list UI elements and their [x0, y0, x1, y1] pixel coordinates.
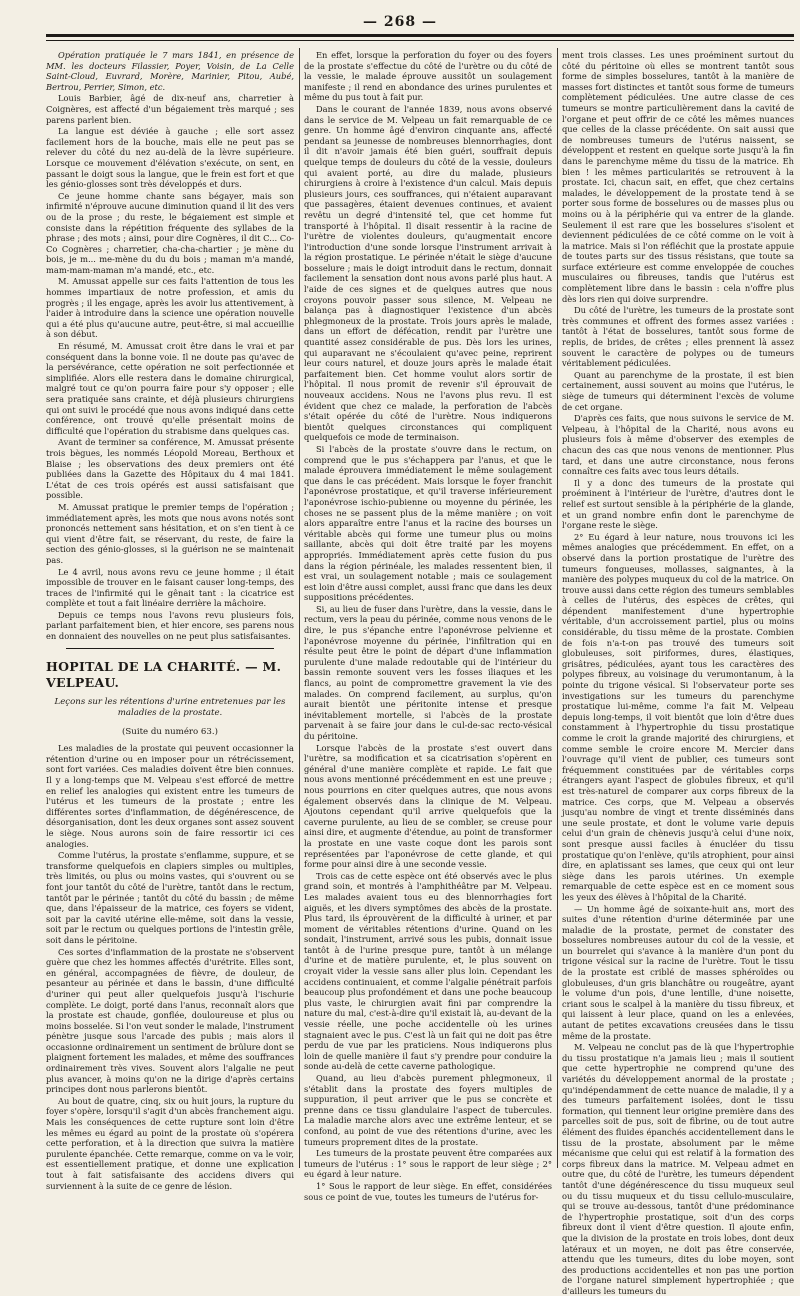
paragraph: Si l'abcès de la prostate s'ouvre dans le rectum, on comprend que le pus s'échappera par l'anus, et que le malade éprouvera immédiatement le même soulagement que dans le cas précédent. Mais lorsque le foyer franchit l'aponévrose prostatique, et qu'il traverse inférieurement l'aponévrose ischio-pubienne ou moyenne du périnée, les choses ne se passent plus de la même manière ; on voit alors apparaître entre l'anus et la racine des bourses un véritable abcès qui forme une tumeur plus ou moins saillante, abcès qui doit être traité par les moyens appropriés. Immédiatement après cette fusion du pus dans la région périnéale, les malades ressentent bien, il est vrai, un soulagement notable ; mais ce soulagement est loin d'être aussi complet, aussi franc que dans les deux suppositions précédentes.	[304, 443, 552, 603]
paragraph: Quand, au lieu d'abcès purement phlegmoneux, il s'établit dans la prostate des foyers multiples de suppuration, il peut arriver que le pus se concrète et prenne dans ce tissu glandulaire l'aspect de tubercules. La maladie marche alors avec une extrême lenteur, et se confond, au point de vue des rétentions d'urine, avec les tumeurs proprement dites de la prostate.	[304, 1073, 552, 1147]
paragraph: Du côté de l'urètre, les tumeurs de la prostate sont très communes et offrent des formes assez variées : tantôt à l'état de bosselures, tantôt sous forme de replis, de brides, de crêtes ; elles prennent là assez souvent le caractère de polypes ou de tumeurs véritablement pédiculées.	[562, 305, 794, 369]
continuation-note: (Suite du numéro 63.)	[122, 726, 218, 737]
paragraph: M. Amussat pratique le premier temps de l'opération ; immédiatement après, les mots que nous avons notés sont prononcés nettement sans hésitation, et on s'en tient à ce qui vient d'être fait, se réservant, du reste, de faire la section des génio-glosses, si la guérison ne se maintenait pas.	[46, 501, 294, 565]
header-rule	[46, 34, 794, 37]
paragraph: Le 4 avril, nous avons revu ce jeune homme ; il était impossible de trouver en le faisant causer long-temps, des traces de l'infirmité qui le gênait tant : la cicatrice est complète et tout a fait linéaire derrière la mâchoire.	[46, 566, 294, 609]
paragraph: 2° Eu égard à leur nature, nous trouvons ici les mêmes analogies que précédemment. En effet, on a observé dans la portion prostatique de l'urètre des tumeurs fongueuses, mollasses, saignantes, à la manière des polypes muqueux du col de la matrice. On trouve aussi dans cette région des tumeurs semblables à celles de l'utérus, des espèces de crêtes, qui dépendent manifestement d'une hypertrophie véritable, d'un accroissement partiel, plus ou moins considérable, du tissu même de la prostate. Combien de fois n'a-t-on pas trouvé des tumeurs soit globuleuses, soit piriformes, dures, élastiques, grisâtres, pédiculées, ayant tous les caractères des polypes fibreux, au voisinage du verumontanum, à la pointe du trigone vésical. Si l'observateur porte ses investigations sur les tumeurs du parenchyme prostatique lui-même, comme l'a fait M. Velpeau depuis long-temps, il voit bientôt que loin d'être dues constamment à l'hypertrophie du tissu prostatique comme le croit la grande majorité des chirurgiens, et comme semble le croire encore M. Mercier dans l'ouvrage qu'il vient de publier, ces tumeurs sont fréquemment constituées par de véritables corps étrangers ayant l'aspect de globules fibreux, et qu'il est très-naturel de comparer aux corps fibreux de la matrice. Ces corps, que M. Velpeau a observés jusqu'au nombre de vingt et trente disséminés dans une seule prostate, et dont le volume varie depuis celui d'un grain de chènevis jusqu'à celui d'une noix, sont presque aussi faciles à énucléer du tissu prostatique qu'on l'enlève, qu'ils atrophient, pour ainsi dire, en aplatissant ses lames, que ceux qui ont leur siège dans les parois utérines. Un exemple remarquable de cette espèce est en ce moment sous les yeux des élèves à l'hôpital de la Charité.	[562, 531, 794, 902]
paragraph: La langue est déviée à gauche ; elle sort assez facilement hors de la bouche, mais elle ne peut pas se relever du côté du nez au-delà de la lèvre supérieure. Lorsque ce mouvement d'élévation s'exécute, on sent, en passant le doigt sous la langue, que le frein est fort et que les génio-glosses sont très développés et durs.	[46, 126, 294, 190]
header-rule-thin	[46, 40, 794, 41]
column-separator	[299, 48, 300, 1168]
paragraph: ment trois classes. Les unes proéminent surtout du côté du péritoine où elles se montrent tantôt sous forme de simples bosselures, tantôt à la manière de masses fort distinctes et tantôt sous forme de tumeurs complètement pédiculées. Une autre classe de ces tumeurs se montre particulièrement dans la cavité de l'organe et peut offrir de ce côté les mêmes nuances que celles de la classe précédente. On sait aussi que de nombreuses tumeurs de l'utérus naissent, se développent et restent en quelque sorte jusqu'à la fin dans le parenchyme même du tissu de la matrice. Eh bien ! les mêmes particularités se retrouvent à la prostate. Ici, chacun sait, en effet, que chez certains malades, le développement de la prostate tend à se porter sous forme de bosselures ou de masses plus ou moins ou à la périphérie qui va entrer de la glande. Seulement il est rare que les bosselures s'isolent et deviennent pédiculées de ce côté comme on le voit à la matrice. Mais si l'on réfléchit que la prostate appuie de toutes parts sur des tissus résistans, que toute sa surface extérieure est comme enveloppée de couches musculaires ou fibreuses, tandis que l'utérus est complètement libre dans le bassin : cela n'offre plus dès lors rien qui doive surprendre.	[562, 50, 794, 304]
paragraph: En effet, lorsque la perforation du foyer ou des foyers de la prostate s'effectue du côté de l'urètre ou du côté de la vessie, le malade éprouve aussitôt un soulagement manifeste ; il rend en abondance des urines purulentes et même du pus tout à fait pur.	[304, 50, 552, 103]
paragraph: Les maladies de la prostate qui peuvent occasionner la rétention d'urine ou en imposer pour un rétrécissement, sont fort variées. Ces maladies doivent être bien connues. Il y a long-temps que M. Velpeau s'est efforcé de mettre en relief les analogies qui existent entre les tumeurs de l'utérus et les tumeurs de la prostate ; entre les différentes sortes d'inflammation, de dégénérescence, de désorganisation, dont les deux organes sont assez souvent le siège. Nous aurons soin de faire ressortir ici ces analogies.	[46, 743, 294, 849]
paragraph: 1° Sous le rapport de leur siège. En effet, considérées sous ce point de vue, toutes les tumeurs de l'utérus for-	[304, 1180, 552, 1202]
page-number: — 268 —	[363, 14, 437, 30]
paragraph: D'après ces faits, que nous suivons le service de M. Velpeau, à l'hôpital de la Charité, nous avons eu plusieurs fois à même d'observer des exemples de chacun des cas que nous venons de mentionner. Plus tard, et dans une autre circonstance, nous ferons connaître ces faits avec tous leurs détails.	[562, 413, 794, 477]
paragraph: M. Amussat appelle sur ces faits l'attention de tous les hommes impartiaux de notre profession, et amis du progrès ; il les engage, après les avoir lus attentivement, à l'aider à introduire dans la science une opération nouvelle qui a été plus qu'aucune autre, peut-être, si mal accueillie à son début.	[46, 276, 294, 340]
paragraph: Les tumeurs de la prostate peuvent être comparées aux tumeurs de l'utérus : 1° sous le rapport de leur siège ; 2° eu égard à leur nature.	[304, 1148, 552, 1180]
paragraph: Au bout de quatre, cinq, six ou huit jours, la rupture du foyer s'opère, lorsqu'il s'agit d'un abcès franchement aigu. Mais les conséquences de cette rupture sont loin d'être les mêmes eu égard au point de la prostate où s'opérera cette perforation, et à la direction que suivra la matière purulente épanchée. Cette remarque, comme on va le voir, est essentiellement pratique, et donne une explication tout à fait satisfaisante des accidens divers qui surviennent à la suite de ce genre de lésion.	[46, 1095, 294, 1191]
paragraph: Si, au lieu de fuser dans l'urètre, dans la vessie, dans le rectum, vers la peau du périnée, comme nous venons de le dire, le pus s'épanche entre l'aponévrose pelvienne et l'aponévrose moyenne du périnée, l'infiltration qui en résulte peut être le point de départ d'une inflammation purulente d'une malade redoutable qui de l'intérieur du bassin remonte souvent vers les fosses iliaques et les flancs, au point de compromettre gravement la vie des malades. On comprend facilement, au surplus, qu'on aurait bientôt une péritonite intense et presque inévitablement mortelle, si l'abcès de la prostate parvenait à se faire jour dans le cul-de-sac recto-vésical du péritoine.	[304, 603, 552, 741]
paragraph: Trois cas de cette espèce ont été observés avec le plus grand soin, et montrés à l'amphithéâtre par M. Velpeau. Les malades avaient tous eu des blennorrhagies fort aiguës, et les divers symptômes des abcès de la prostate. Plus tard, ils éprouvèrent de la difficulté à uriner, et par moment de véritables rétentions d'urine. Quand on les sondait, l'instrument, arrivé sous les pubis, donnait issue tantôt à de l'urine presque pure, tantôt à un mélange d'urine et de matière purulente, et, le plus souvent on croyait vider la vessie sans aller plus loin. Cependant les accidens continuaient, et comme l'algalie pénétrait parfois beaucoup plus profondément et dans une poche beaucoup plus vaste, le chirurgien avait fini par comprendre la nature du mal, c'est-à-dire qu'il existait là, au-devant de la vessie réelle, une poche accidentelle où les urines stagnaient avec le pus. C'est là un fait qui ne doit pas être perdu de vue par les praticiens. Nous indiquerons plus loin de quelle manière il faut s'y prendre pour conduire la sonde au-delà de cette caverne pathologique.	[304, 870, 552, 1072]
column-1	[46, 50, 294, 1191]
column-2	[304, 50, 552, 1202]
section-rule	[66, 648, 274, 649]
lecture-title: Leçons sur les rétentions d'urine entretenues par les maladies de la prostate.	[54, 696, 286, 718]
paragraph: M. Velpeau ne conclut pas de là que l'hypertrophie du tissu prostatique n'a jamais lieu ; mais il soutient que cette hypertrophie ne comprend qu'une des variétés du développement anormal de la prostate ; qu'indépendamment de cette nuance de maladie, il y a des tumeurs parfaitement isolées, dont le tissu formation, qui tiennent leur origine première dans des parcelles soit de pus, soit de fibrine, ou de tout autre élément des fluides épanchés accidentellement dans le tissu de la prostate, absolument par le même mécanisme que celui qui est relatif à la formation des corps fibreux dans la matrice. M. Velpeau admet en outre que, du côté de l'urètre, les tumeurs dépendent tantôt d'une dégénérescence du tissu muqueux seul ou du tissu muqueux et du tissu cellulo-musculaire, qui se trouve au-dessous, tantôt d'une prédominance de l'hypertrophie prostatique, soit d'un des corps fibreux dont il vient d'être question. Il ajoute enfin, que la division de la prostate en trois lobes, dont deux latéraux et un moyen, ne doit pas être conservée, attendu que les tumeurs, dites du lobe moyen, sont des productions accidentelles et non pas une portion de l'organe naturel simplement hypertrophiée ; que d'ailleurs les tumeurs du	[562, 1042, 794, 1296]
paragraph: Opération pratiquée le 7 mars 1841, en présence de MM. les docteurs Filassier, Poyer, Voisin, de La Celle Saint-Cloud, Euvrard, Morère, Marinier, Pitou, Aubé, Bertrou, Perrier, Simon, etc.	[46, 50, 294, 92]
paragraph: Il y a donc des tumeurs de la prostate qui proéminent à l'intérieur de l'urètre, d'autres dont le relief est surtout sensible à la périphérie de la glande, et un grand nombre enfin dont le parenchyme de l'organe reste le siège.	[562, 477, 794, 531]
paragraph: Louis Barbier, âgé de dix-neuf ans, charretier à Coignères, est affecté d'un bégaiement très marqué ; ses parens parlent bien.	[46, 93, 294, 125]
paragraph: Depuis ce temps nous l'avons revu plusieurs fois, parlant parfaitement bien, et hier encore, ses parens nous en donnaient des nouvelles on ne peut plus satisfaisantes.	[46, 609, 294, 642]
paragraph: Quant au parenchyme de la prostate, il est bien certainement, aussi souvent au moins que l'utérus, le siège de tumeurs qui déterminent l'excès de volume de cet organe.	[562, 369, 794, 412]
paragraph: Ce jeune homme chante sans bégayer, mais son infirmité n'éprouve aucune diminution quand il lit des vers ou de la prose ; du reste, le bégaiement est simple et consiste dans la répétition fréquente des syllabes de la phrase ; des mots ; ainsi, pour dire Cognères, il dit C... Co-Co Cognères ; charretier, cha-cha-chartier ; je mène du bois, je m... me-mène du du du bois ; maman m'a mandé, mam-mam-maman m'a mandé, etc., etc.	[46, 190, 294, 275]
paragraph: — Un homme âgé de soixante-huit ans, mort des suites d'une rétention d'urine déterminée par une maladie de la prostate, permet de constater des bosselures nombreuses autour du col de la vessie, et un bourrelet qui s'avance à la manière d'un pont du trigone vésical sur la racine de l'urètre. Tout le tissu de la prostate est criblé de masses sphéroïdes ou globuleuses, d'un gris blanchâtre ou rougeâtre, ayant le volume d'un pois, d'une lentille, d'une noisette, criant sous le scalpel à la manière du tissu fibreux, et qui laissent à leur place, quand on les a enlevées, autant de petites excavations creusées dans le tissu même de la prostate.	[562, 903, 794, 1041]
paragraph: Avant de terminer sa conférence, M. Amussat présente trois bègues, les nommés Léopold Moreau, Berthoux et Blaise ; les observations des deux premiers ont été publiées dans la Gazette des Hôpitaux du 4 mai 1841. L'état de ces trois opérés est aussi satisfaisant que possible.	[46, 437, 294, 501]
paragraph: Lorsque l'abcès de la prostate s'est ouvert dans l'urètre, sa modification et sa cicatrisation s'opèrent en général d'une manière complète et rapide. Le fait que nous avons mentionné précédemment en est une preuve ; nous pourrions en citer quelques autres, que nous avons également observés dans la clinique de M. Velpeau. Ajoutons cependant qu'il arrive quelquefois que la caverne purulente, au lieu de se combler, se creuse pour ainsi dire, et augmente d'étendue, au point de transformer la prostate en une vaste coque dont les parois sont représentées par l'aponévrose de cette glande, et qui forme pour ainsi dire à une seconde vessie.	[304, 742, 552, 870]
paragraph: En résumé, M. Amussat croit être dans le vrai et par conséquent dans la bonne voie. Il ne doute pas qu'avec de la persévérance, cette opération ne soit perfectionnée et simplifiée. Alors elle restera dans le domaine chirurgical, malgré tout ce qu'on pourra faire pour s'y opposer ; elle sera pratiquée sans crainte, et déjà plusieurs chirurgiens qui ont suivi le procédé que nous avons indiqué dans cette conférence, ont trouvé qu'elle présentait moins de difficulté que l'opération du strabisme dans quelques cas.	[46, 341, 294, 436]
hospital-heading: HOPITAL DE LA CHARITÉ. — M. VELPEAU.	[46, 658, 282, 690]
paragraph: Dans le courant de l'année 1839, nous avons observé dans le service de M. Velpeau un fait remarquable de ce genre. Un homme âgé d'environ cinquante ans, affecté pendant sa jeunesse de nombreuses blennorrhagies, dont il dit n'avoir jamais été bien guéri, souffrait depuis quelque temps de douleurs du côté de la vessie, douleurs qui avaient porté, au dire du malade, plusieurs chirurgiens à croire à l'existence d'un calcul. Mais depuis plusieurs jours, ces souffrances, qui n'étaient auparavant que passagères, étaient devenues continues, et avaient revêtu un degré d'intensité tel, que cet homme fut transporté à l'hôpital. Il disait ressentir à la racine de l'urètre de violentes douleurs, qu'augmentait encore l'introduction d'une sonde lorsque l'instrument arrivait à la région prostatique. Le périnée n'était le siège d'aucune bosselure ; mais le doigt introduit dans le rectum, donnait facilement la sensation dont nous avons parlé plus haut. A l'aide de ces signes et de quelques autres que nous croyons pouvoir passer sous silence, M. Velpeau ne balança pas à diagnostiquer l'existence d'un abcès phlegmoneux de la prostate. Trois jours après le malade, dans un effort de défécation, rendit par l'urètre une quantité assez considérable de pus. Dès lors les urines, qui auparavant ne s'écoulaient qu'avec peine, reprirent leur cours naturel, et douze jours après le malade était parfaitement bien. Cet homme voulut alors sortir de l'hôpital. Il nous promit de revenir s'il éprouvait de nouveaux accidens. Nous ne l'avons plus revu. Il est évident que chez ce malade, la perforation de l'abcès s'était opérée du côté de l'urètre. Nous indiquerons bientôt quelques circonstances qui compliquent quelquefois ce mode de terminaison.	[304, 103, 552, 443]
column-separator	[557, 48, 558, 1168]
paragraph: Comme l'utérus, la prostate s'enflamme, suppure, et se transforme quelquefois en clapiers simples ou multiples, très limités, ou plus ou moins vastes, qui s'ouvrent ou se font jour tantôt du côté de l'urètre, tantôt dans le rectum, tantôt par le périnée ; tantôt du côté du bassin ; de même que, dans l'épaisseur de la matrice, ces foyers se vident, soit par la cavité utérine elle-même, soit dans la vessie, soit par le rectum ou quelques portions de l'intestin grêle, soit dans le péritoine.	[46, 850, 294, 945]
column-3	[562, 50, 794, 1296]
paragraph: Ces sortes d'inflammation de la prostate ne s'observent guère que chez les hommes affectés d'urétrite. Elles sont, en général, accompagnées de fièvre, de douleur, de pesanteur au périnée et dans le bassin, d'une difficulté d'uriner qui peut aller quelquefois jusqu'à l'ischurie complète. Le doigt, porté dans l'anus, reconnaît alors que la prostate est chaude, gonflée, douloureuse et plus ou moins bosselée. Si l'on veut sonder le malade, l'instrument pénètre jusque sous l'arcade des pubis ; mais alors il occasionne ordinairement un sentiment de brûlure dont se plaignent fortement les malades, et même des souffrances ordinairement très vives. Souvent alors l'algalie ne peut plus avancer, à moins qu'on ne la dirige d'après certains principes dont nous parlerons bientôt.	[46, 946, 294, 1095]
